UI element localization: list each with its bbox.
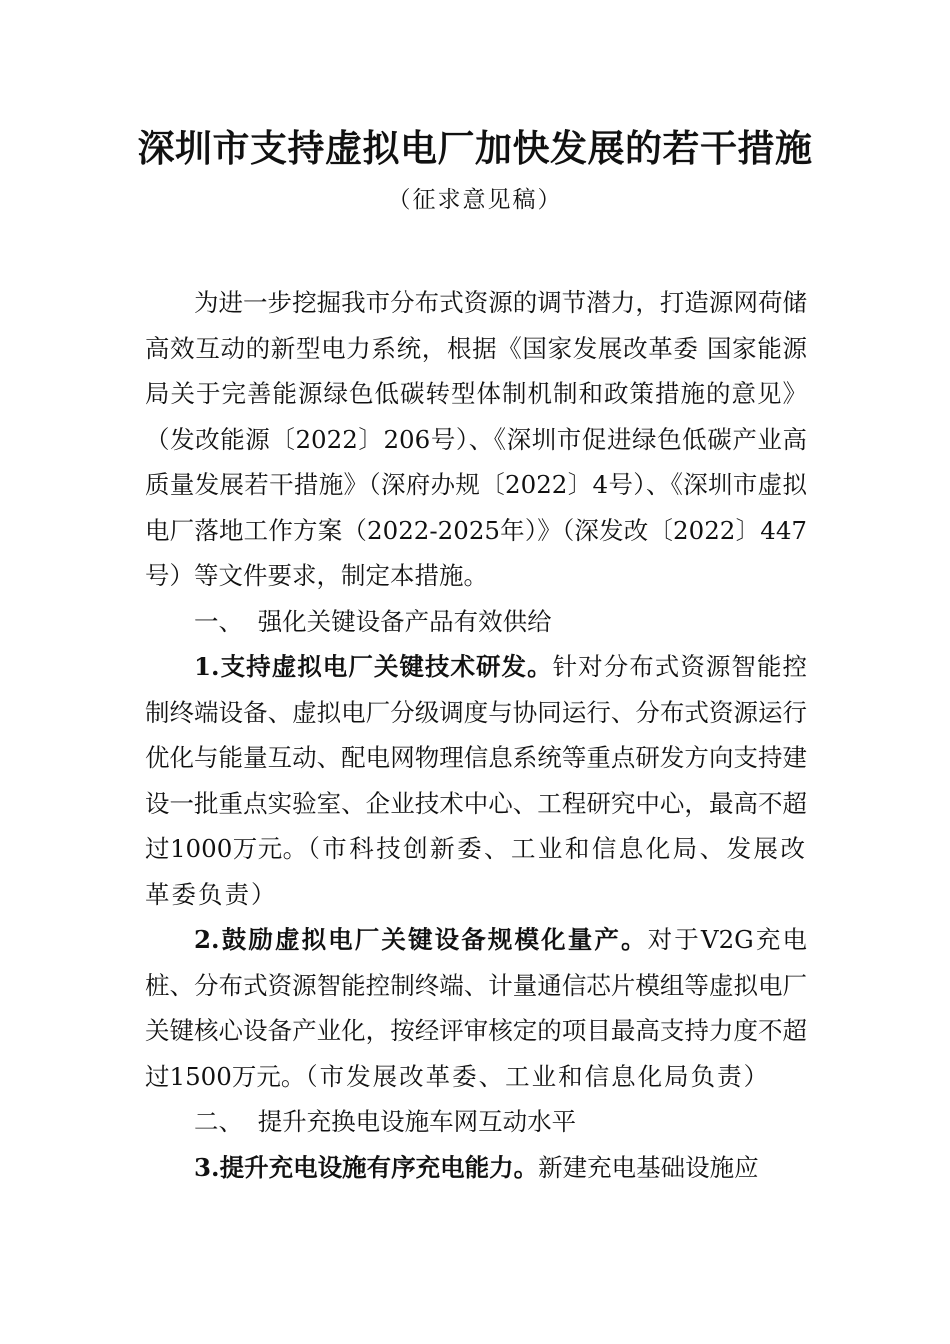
measure-lead-3: 3.提升充电设施有序充电能力。 <box>194 1152 539 1182</box>
section-heading-2 <box>145 1099 807 1145</box>
intro-paragraph: 为进一步挖掘我市分布式资源的调节潜力，打造源网荷储高效互动的新型电力系统，根据《国家发展改革委 国家能源局关于完善能源绿色低碳转型体制机制和政策措施的意见》（发改能源〔2022〕206号）、《深圳市促进绿色低碳产业高质量发展若干措施》（深府办规〔2022〕4号）、《深圳市虚拟电厂落地工作方案（2022-2025年）》（深发改〔2022〕447号）等文件要求，制定本措施。 <box>145 288 807 590</box>
document-subtitle: （征求意见稿） <box>387 187 563 213</box>
measure-lead-2: 2.鼓励虚拟电厂关键设备规模化量产。 <box>194 925 648 954</box>
measure-lead-1: 1.支持虚拟电厂关键技术研发。 <box>194 652 553 681</box>
measure-body-2: 对于V2G充电桩、分布式资源智能控制终端、计量通信芯片模组等虚拟电厂关键核心设备产业化，按经评审核定的项目最高支持力度不超过1500万元。 <box>145 925 807 1091</box>
measure-responsibility-2: （市发展改革委、工业和信息化局负责） <box>305 1061 771 1091</box>
section-number-2: 二、 <box>194 1107 243 1136</box>
measure-item-2 <box>145 917 807 1099</box>
document-title: 深圳市支持虚拟电厂加快发展的若干措施 <box>137 126 813 170</box>
document-body <box>145 280 807 1190</box>
section-title-2: 提升充换电设施车网互动水平 <box>257 1107 577 1136</box>
section-number-1: 一、 <box>194 606 243 636</box>
measure-body-1: 针对分布式资源智能控制终端设备、虚拟电厂分级调度与协同运行、分布式资源运行优化与能量互动、配电网物理信息系统等重点研发方向支持建设一批重点实验室、企业技术中心、工程研究中心，最高不超过1000万元。 <box>145 652 808 863</box>
measure-body-3: 新建充电基础设施应 <box>538 1152 759 1182</box>
measure-item-1 <box>145 644 807 917</box>
measure-responsibility-1: （市科技创新委、工业和信息化局、发展改革委负责） <box>145 834 807 909</box>
section-heading-1 <box>145 599 807 645</box>
measure-item-3 <box>145 1145 807 1191</box>
section-title-1: 强化关键设备产品有效供给 <box>257 606 552 636</box>
